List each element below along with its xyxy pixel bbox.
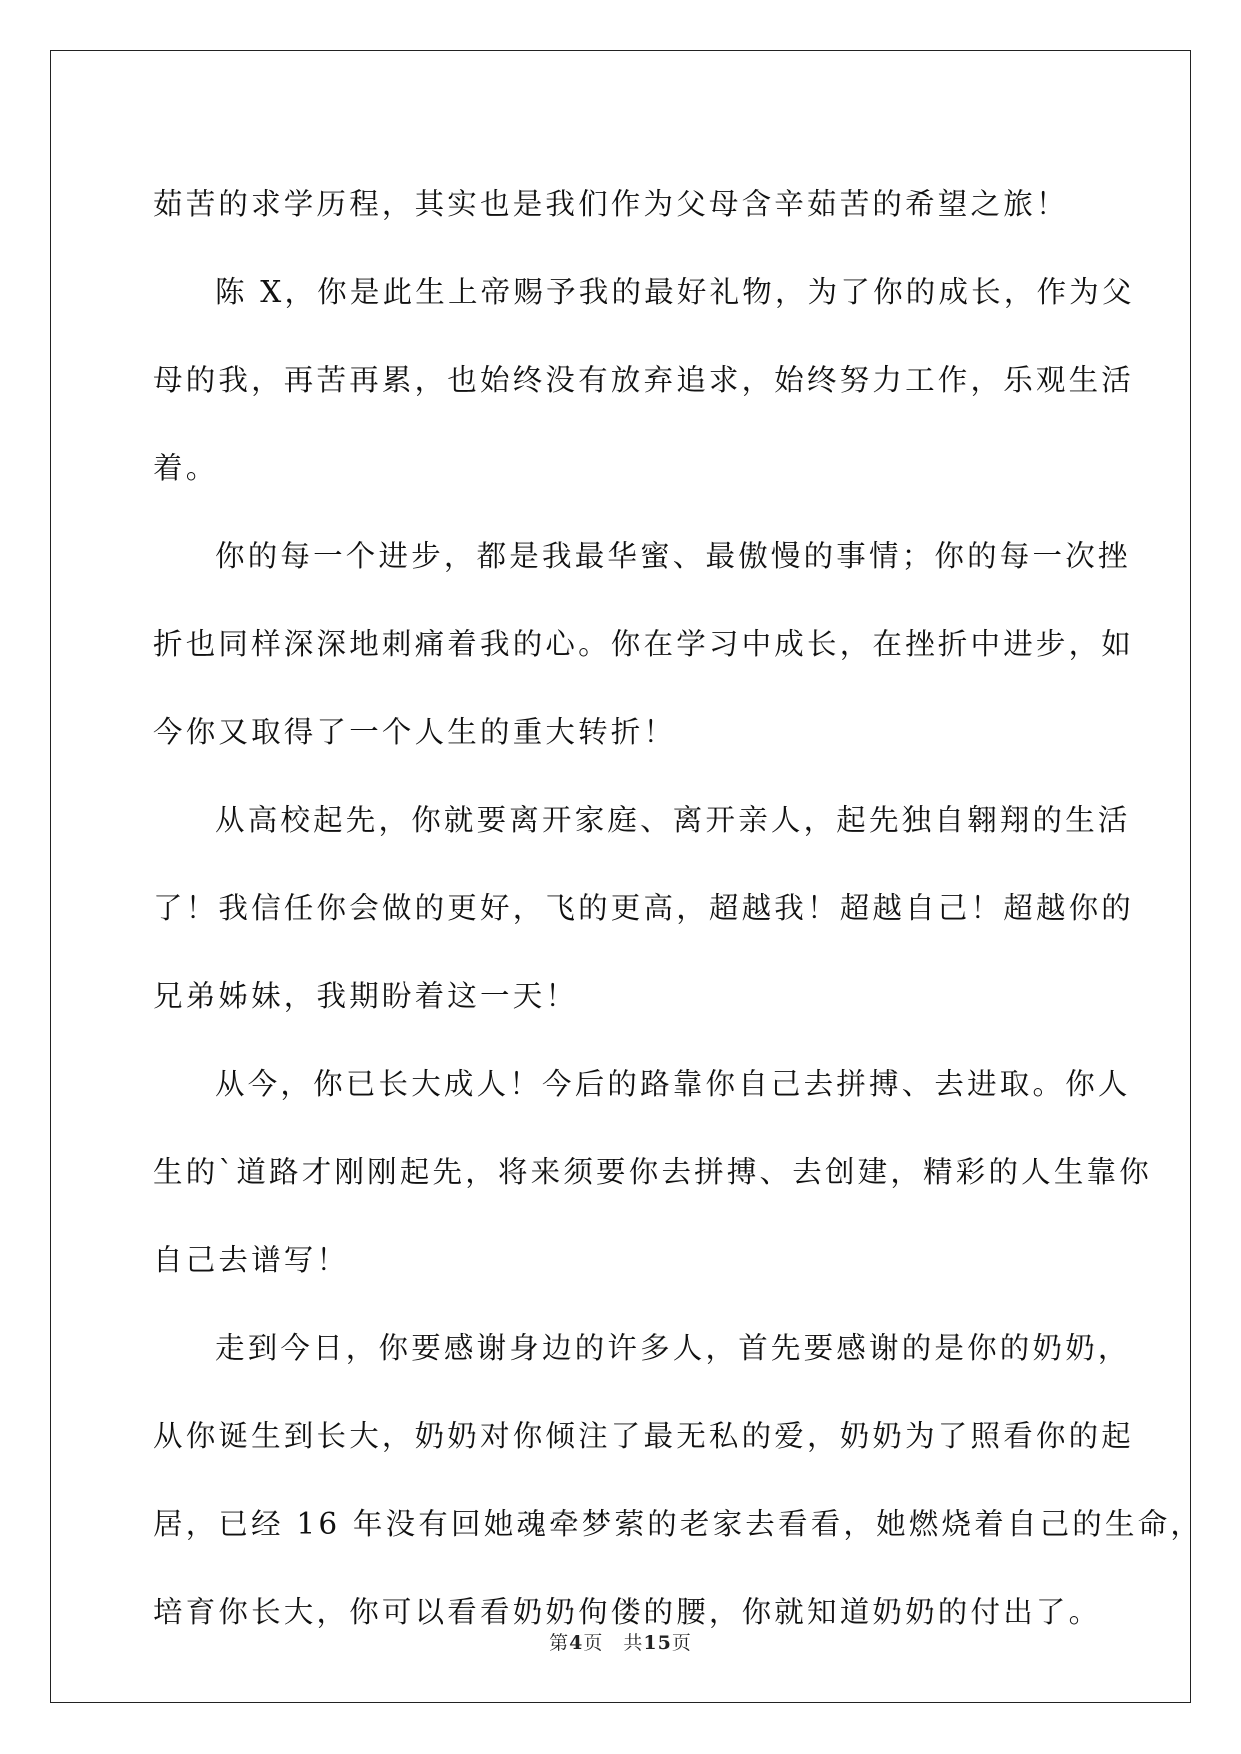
text-line: 折也同样深深地刺痛着我的心。你在学习中成长，在挫折中进步，如	[153, 627, 1135, 661]
text-line: 自己去谱写！	[153, 1243, 350, 1277]
document-body	[153, 160, 1204, 1656]
text-line: 母的我，再苦再累，也始终没有放弃追求，始终努力工作，乐观生活	[153, 363, 1135, 397]
paragraph-3	[153, 512, 1135, 776]
text-line: 着。	[153, 451, 219, 485]
page-number: 4	[569, 1632, 584, 1654]
text-line: 今你又取得了一个人生的重大转折！	[153, 715, 677, 749]
text-line: 陈 X，你是此生上帝赐予我的最好礼物，为了你的成长，作为父	[215, 275, 1135, 309]
paragraph-4	[153, 776, 1135, 1040]
paragraph-5	[153, 1040, 1152, 1304]
text-line: 从你诞生到长大，奶奶对你倾注了最无私的爱，奶奶为了照看你的起	[153, 1419, 1135, 1453]
text-line: 了！我信任你会做的更好，飞的更高，超越我！超越自己！超越你的	[153, 891, 1135, 925]
text-line: 培育你长大，你可以看看奶奶佝偻的腰，你就知道奶奶的付出了。	[153, 1595, 1102, 1629]
page-suffix: 页	[583, 1632, 604, 1654]
paragraph-6	[153, 1304, 1204, 1656]
text-line: 你的每一个进步，都是我最华蜜、最傲慢的事情；你的每一次挫	[215, 539, 1131, 573]
text-line: 茹苦的求学历程，其实也是我们作为父母含辛茹苦的希望之旅！	[153, 187, 1069, 221]
text-line: 走到今日，你要感谢身边的许多人，首先要感谢的是你的奶奶，	[215, 1331, 1131, 1365]
paragraph-2	[153, 248, 1135, 512]
total-suffix: 页	[671, 1632, 692, 1654]
text-line: 居，已经 16 年没有回她魂牵梦萦的老家去看看，她燃烧着自己的生命，	[153, 1507, 1204, 1541]
text-line: 从高校起先，你就要离开家庭、离开亲人，起先独自翱翔的生活	[215, 803, 1131, 837]
total-pages: 15	[643, 1632, 672, 1654]
page-prefix: 第	[549, 1632, 570, 1654]
text-line: 从今，你已长大成人！今后的路靠你自己去拼搏、去进取。你人	[215, 1067, 1131, 1101]
total-prefix: 共	[623, 1632, 644, 1654]
text-line: 生的`道路才刚刚起先，将来须要你去拼搏、去创建，精彩的人生靠你	[153, 1155, 1152, 1189]
page-footer	[0, 1628, 1241, 1655]
paragraph-1	[153, 160, 1093, 248]
text-line: 兄弟姊妹，我期盼着这一天！	[153, 979, 579, 1013]
